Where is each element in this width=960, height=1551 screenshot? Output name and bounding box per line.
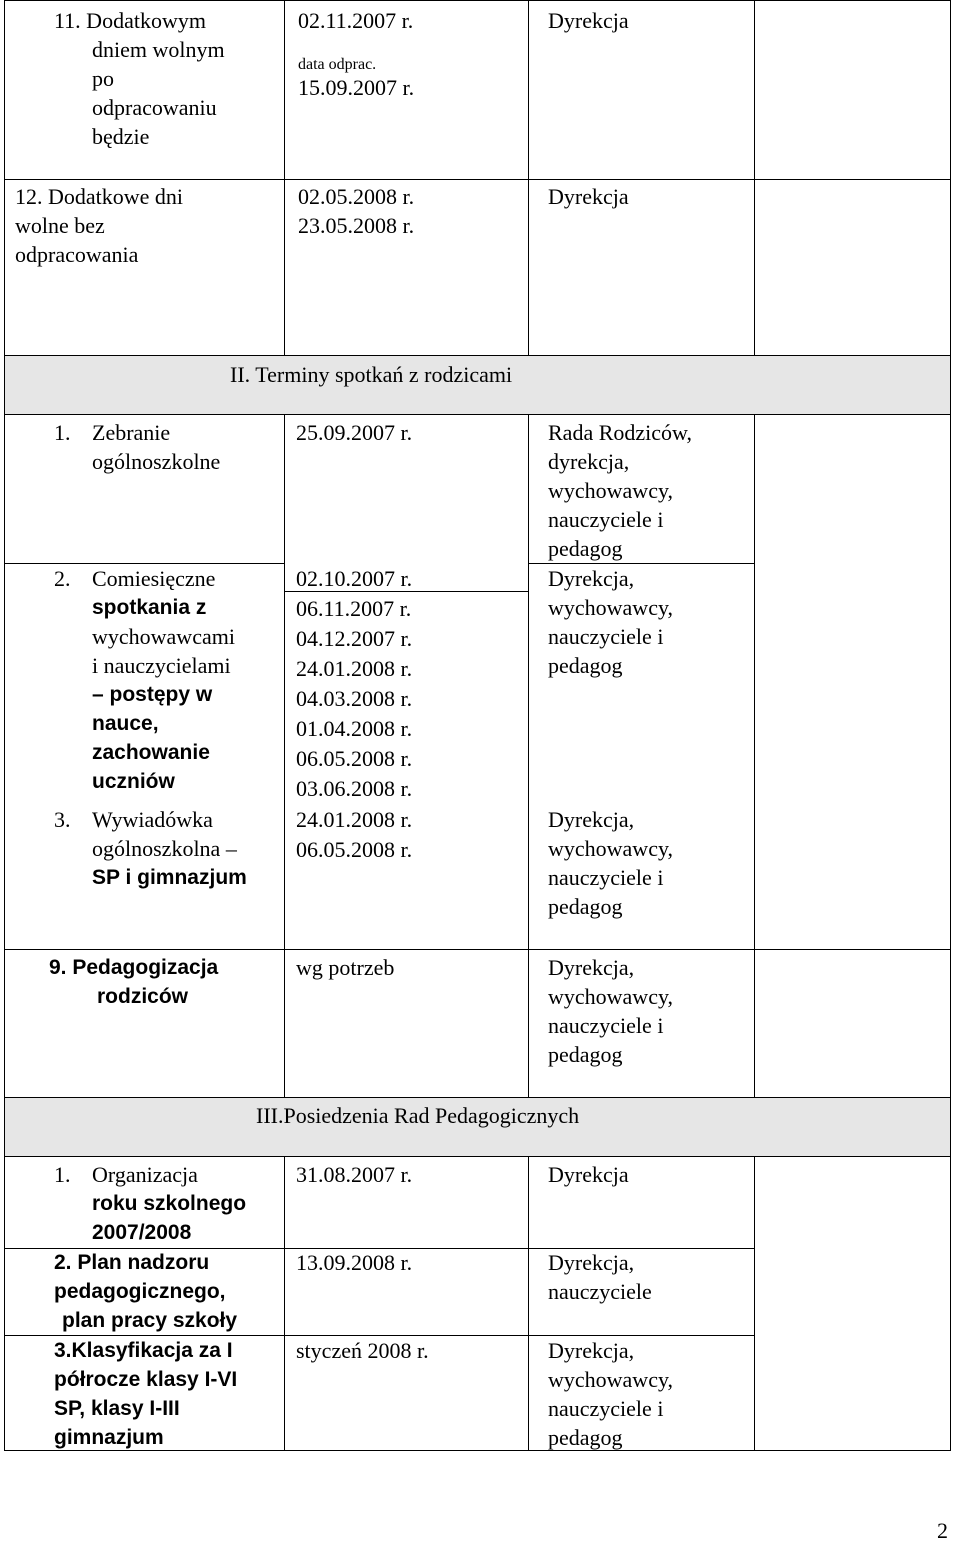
responsible-cell: wychowawcy,	[548, 478, 674, 503]
responsible-cell: nauczyciele i	[548, 865, 664, 890]
event-label: odpracowania	[15, 242, 139, 267]
responsible-cell: Dyrekcja,	[548, 1338, 635, 1363]
event-label: Organizacja	[92, 1162, 198, 1187]
responsible-cell: wychowawcy,	[548, 836, 674, 861]
event-label: odpracowaniu	[92, 95, 217, 120]
section-header: II. Terminy spotkań z rodzicami	[230, 362, 513, 387]
date-cell: 15.09.2007 r.	[298, 75, 415, 100]
row-line	[4, 1156, 951, 1157]
row-line	[4, 949, 951, 950]
responsible-cell: Dyrekcja,	[548, 807, 635, 832]
event-label: spotkania z	[92, 596, 207, 619]
responsible-cell: wychowawcy,	[548, 984, 674, 1009]
event-label: plan pracy szkoły	[62, 1309, 238, 1332]
date-cell: wg potrzeb	[296, 955, 395, 980]
row-line	[4, 179, 951, 180]
event-label: SP i gimnazjum	[92, 866, 247, 889]
col-divider-3	[754, 0, 755, 356]
row-number: 3.	[54, 807, 71, 832]
row-number: 2.	[54, 566, 71, 591]
date-cell: 01.04.2008 r.	[296, 716, 413, 741]
event-label: będzie	[92, 124, 150, 149]
section-header: III.Posiedzenia Rad Pedagogicznych	[256, 1103, 580, 1128]
date-cell: 04.12.2007 r.	[296, 626, 413, 651]
responsible-cell: nauczyciele	[548, 1279, 652, 1304]
event-label: półrocze klasy I-VI	[54, 1368, 238, 1391]
date-cell: 23.05.2008 r.	[298, 213, 415, 238]
event-label: roku szkolnego	[92, 1192, 247, 1215]
event-label: Wywiadówka	[92, 807, 213, 832]
col-divider-1	[284, 0, 285, 356]
date-cell: 31.08.2007 r.	[296, 1162, 413, 1187]
date-cell: 13.09.2008 r.	[296, 1250, 413, 1275]
responsible-cell: Rada Rodziców,	[548, 420, 692, 445]
col-divider-3b	[754, 414, 755, 1098]
row-number: 1.	[54, 1162, 71, 1187]
date-cell: 02.05.2008 r.	[298, 184, 415, 209]
col-divider-1c	[284, 1156, 285, 1451]
event-label: 12. Dodatkowe dni	[15, 184, 184, 209]
responsible-cell: pedagog	[548, 894, 623, 919]
date-cell: 25.09.2007 r.	[296, 420, 413, 445]
table-border-left	[4, 0, 5, 1451]
event-label: i nauczycielami	[92, 653, 231, 678]
event-label: dniem wolnym	[92, 37, 225, 62]
event-label: ogólnoszkolne	[92, 449, 221, 474]
page-number: 2	[937, 1518, 948, 1543]
row-number: 1.	[54, 420, 71, 445]
date-cell: 04.03.2008 r.	[296, 686, 413, 711]
event-label: ogólnoszkolna –	[92, 836, 237, 861]
date-cell: 03.06.2008 r.	[296, 776, 413, 801]
responsible-cell: nauczyciele i	[548, 507, 664, 532]
date-cell: 06.05.2008 r.	[296, 746, 413, 771]
date-cell: 02.10.2007 r.	[296, 566, 413, 591]
col-divider-1b	[284, 414, 285, 1098]
event-label: Zebranie	[92, 420, 171, 445]
responsible-cell: Dyrekcja,	[548, 955, 635, 980]
responsible-cell: pedagog	[548, 1425, 623, 1450]
event-label: SP, klasy I-III	[54, 1397, 180, 1420]
event-label: rodziców	[97, 985, 189, 1008]
event-label: uczniów	[92, 770, 175, 793]
event-label: po	[92, 66, 114, 91]
responsible-cell: wychowawcy,	[548, 1367, 674, 1392]
row-line	[4, 0, 951, 1]
event-label: wychowawcami	[92, 624, 235, 649]
col-divider-2c	[528, 1156, 529, 1451]
event-label: nauce,	[92, 712, 159, 735]
col-divider-2b	[528, 414, 529, 1098]
responsible-cell: pedagog	[548, 1042, 623, 1067]
event-label: zachowanie	[92, 741, 210, 764]
date-cell: 06.11.2007 r.	[296, 596, 412, 621]
responsible-cell: Dyrekcja	[548, 1162, 629, 1187]
date-cell: styczeń 2008 r.	[296, 1338, 429, 1363]
event-label: Comiesięczne	[92, 566, 216, 591]
responsible-cell: pedagog	[548, 653, 623, 678]
event-label: wolne bez	[15, 213, 105, 238]
responsible-cell: nauczyciele i	[548, 624, 664, 649]
row-line	[4, 414, 951, 415]
responsible-cell: Dyrekcja,	[548, 1250, 635, 1275]
date-cell: 24.01.2008 r.	[296, 656, 413, 681]
event-label: 2. Plan nadzoru	[54, 1251, 210, 1274]
event-label: gimnazjum	[54, 1426, 164, 1449]
col-divider-2	[528, 0, 529, 356]
responsible-cell: Dyrekcja,	[548, 566, 635, 591]
date-cell: 06.05.2008 r.	[296, 837, 413, 862]
col-divider-3c	[754, 1156, 755, 1451]
event-label: 11. Dodatkowym	[54, 8, 206, 33]
table-border-right	[950, 0, 951, 1451]
event-label: pedagogicznego,	[54, 1280, 226, 1303]
event-label: 2007/2008	[92, 1221, 192, 1244]
event-label: 9. Pedagogizacja	[49, 956, 219, 979]
date-cell: 24.01.2008 r.	[296, 807, 413, 832]
responsible-cell: dyrekcja,	[548, 449, 630, 474]
responsible-cell: Dyrekcja	[548, 184, 629, 209]
responsible-cell: pedagog	[548, 536, 623, 561]
date-note: data odprac.	[298, 56, 377, 73]
responsible-cell: Dyrekcja	[548, 8, 629, 33]
responsible-cell: wychowawcy,	[548, 595, 674, 620]
responsible-cell: nauczyciele i	[548, 1013, 664, 1038]
event-label: 3.Klasyfikacja za I	[54, 1339, 233, 1362]
date-cell: 02.11.2007 r.	[298, 8, 414, 33]
responsible-cell: nauczyciele i	[548, 1396, 664, 1421]
event-label: – postępy w	[92, 683, 213, 706]
